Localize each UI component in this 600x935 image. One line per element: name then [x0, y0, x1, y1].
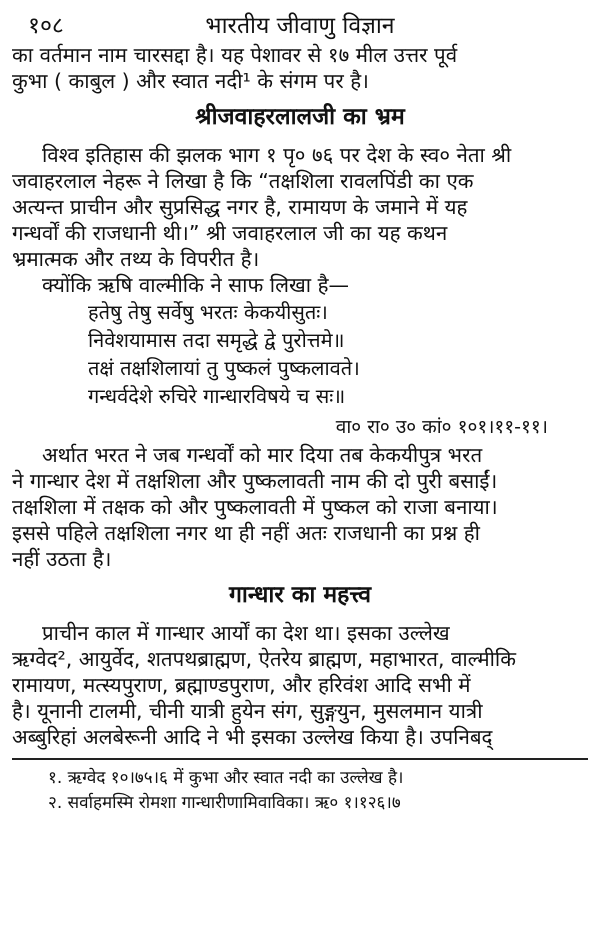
footnote: १. ऋग्वेद १०।७५।६ में कुभा और स्वात नदी का उल्लेख है।: [48, 768, 404, 788]
verse-line: गन्धर्वदेशे रुचिरे गान्धारविषये च सः॥: [88, 384, 346, 408]
footnote-divider: [12, 758, 588, 760]
footnote: २. सर्वाहमस्मि रोमशा गान्धारीणामिवाविका। ऋ० १।१२६।७: [48, 793, 401, 813]
text-line: प्राचीन काल में गान्धार आर्यों का देश था। इसका उल्लेख: [42, 621, 450, 645]
text-line: रामायण, मत्स्यपुराण, ब्रह्माण्डपुराण, और हरिवंश आदि सभी में: [12, 673, 471, 697]
page-number: १०८: [28, 13, 64, 39]
text-line: ऋग्वेद², आयुर्वेद, शतपथब्राह्मण, ऐतरेय ब्राह्मण, महाभारत, वाल्मीकि: [12, 647, 516, 671]
verse-line: तक्षं तक्षशिलायां तु पुष्कलं पुष्कलावते।: [88, 356, 360, 380]
text-line: नहीं उठता है।: [12, 547, 112, 571]
section-heading-gandhara: गान्धार का महत्त्व: [228, 582, 372, 608]
verse-reference: वा० रा० उ० कां० १०१।११-११।: [335, 416, 548, 438]
footnotes: [12, 766, 588, 816]
paragraph-meaning: [12, 442, 588, 572]
text-line: अब्बुरिहां अलबेरूनी आदि ने भी इसका उल्लेख किया है। उपनिबद्: [12, 725, 493, 749]
text-line: इससे पहिले तक्षशिला नगर था ही नहीं अतः राजधानी का प्रश्न ही: [12, 521, 480, 545]
quote-intro: क्योंकि ऋषि वाल्मीकि ने साफ लिखा है—: [42, 273, 349, 297]
text-line: है। यूनानी टालमी, चीनी यात्री हुयेन संग, सुङ्गयुन, मुसलमान यात्री: [12, 699, 483, 723]
verse-line: निवेशयामास तदा समृद्धे द्वे पुरोत्तमे॥: [88, 328, 345, 352]
paragraph-gandhara: [12, 620, 588, 750]
text-line: का वर्तमान नाम चारसद्दा है। यह पेशावर से १७ मील उत्तर पूर्व: [12, 43, 458, 67]
text-line: तक्षशिला में तक्षक को और पुष्कलावती में पुष्कल को राजा बनाया।: [12, 495, 498, 519]
text-line: जवाहरलाल नेहरू ने लिखा है कि “तक्षशिला रावलपिंडी का एक: [12, 169, 474, 193]
text-line: ने गान्धार देश में तक्षशिला और पुष्कलावती नाम की दो पुरी बसाईं।: [12, 469, 498, 493]
text-line: गन्धर्वों की राजधानी थी।” श्री जवाहरलाल जी का यह कथन: [12, 221, 448, 245]
sanskrit-verses: [12, 298, 588, 410]
page-header: [12, 4, 588, 42]
text-line: कुभा ( काबुल ) और स्वात नदी¹ के संगम पर है।: [12, 69, 369, 93]
text-line: भ्रमात्मक और तथ्य के विपरीत है।: [12, 247, 260, 271]
running-title: भारतीय जीवाणु विज्ञान: [205, 13, 395, 39]
section-heading-nehru: श्रीजवाहरलालजी का भ्रम: [195, 104, 405, 130]
text-line: अर्थात भरत ने जब गन्धर्वों को मार दिया तब केकयीपुत्र भरत: [42, 443, 483, 467]
paragraph-nehru-claim: [12, 142, 588, 272]
text-line: विश्व इतिहास की झलक भाग १ पृ० ७६ पर देश के स्व० नेता श्री: [42, 143, 512, 167]
intro-paragraph: [12, 42, 588, 94]
verse-line: हतेषु तेषु सर्वेषु भरतः केकयीसुतः।: [88, 300, 328, 324]
text-line: अत्यन्त प्राचीन और सुप्रसिद्ध नगर है, रामायण के जमाने में यह: [12, 195, 468, 219]
